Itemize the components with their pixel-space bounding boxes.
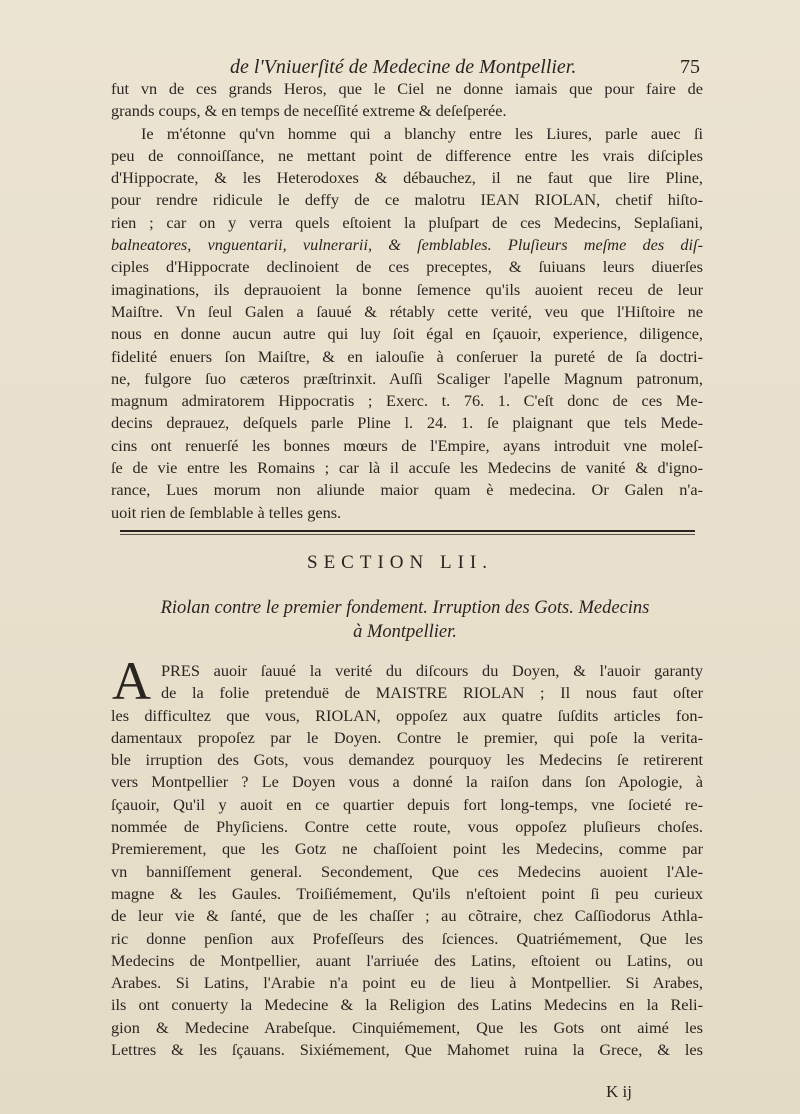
text-line: Lettres & les ſçauans. Sixiémement, Que Mahomet ruina la Grece, & les bbox=[111, 1040, 703, 1060]
text-line: Arabes. Si Latins, l'Arabie n'a point eu de lieu à Montpellier. Si Arabes, bbox=[111, 973, 703, 993]
text-line: balneatores, vnguentarii, vulnerarii, & ſemblables. Pluſieurs meſme des diſ- bbox=[111, 235, 703, 255]
text-line: Maiſtre. Vn ſeul Galen a ſauué & rétably cette verité, veu que l'Hiſtoire ne bbox=[111, 301, 703, 321]
text-line: pour rendre ridicule le deffy de ce malotru IEAN RIOLAN, chetif hiſto- bbox=[111, 190, 703, 210]
text-line: magnum admiratorem Hippocratis ; Exerc. t. 76. 1. C'eſt donc de ces Me- bbox=[111, 391, 703, 411]
subtitle-line: à Montpellier. bbox=[353, 622, 457, 642]
top-paragraphs bbox=[111, 78, 703, 524]
subtitle-line: Riolan contre le premier fondement. Irruption des Gots. Medecins bbox=[160, 598, 650, 618]
text-line: grands coups, & en temps de neceſſité extreme & deſeſperée. bbox=[111, 101, 507, 121]
running-title: de l'Vniuerſité de Medecine de Montpellier. bbox=[230, 56, 577, 78]
text-line: ne, fulgore ſuo cæteros præſtrinxit. Auſſi Scaliger l'apelle Magnum patronum, bbox=[111, 368, 703, 388]
text-line: Ie m'étonne qu'vn homme qui a blanchy entre les Liures, parle auec ſi bbox=[141, 123, 703, 143]
text-line: ric donne penſion aux Profeſſeurs des ſciences. Quatriémement, Que les bbox=[111, 928, 703, 948]
text-line: gion & Medecine Arabeſque. Cinquiémement, Que les Gots ont aimé les bbox=[111, 1017, 703, 1037]
text-line: rance, Lues morum non aliunde maior quam è medecina. Or Galen n'a- bbox=[111, 480, 703, 500]
text-line: damentaux propoſez par le Doyen. Contre le premier, qui poſe la verita- bbox=[111, 727, 703, 747]
section-rule bbox=[120, 530, 695, 532]
text-line: imaginations, ils deprauoient la bonne ſemence qu'ils auoient receu de leur bbox=[111, 279, 703, 299]
text-line: rien ; car on y verra quels eſtoient la pluſpart de ces Medecins, Seplaſiani, bbox=[111, 212, 703, 232]
text-line: PRES auoir ſauué la verité du diſcours du Doyen, & l'auoir garanty bbox=[161, 661, 703, 680]
text-line: nous en donne aucun autre qui luy ſoit égal en ſçauoir, experience, diligence, bbox=[111, 324, 703, 344]
text-line: ſe de vie entre les Romains ; car là il accuſe les Medecins de vanité & d'igno- bbox=[111, 458, 703, 478]
section-rule-thin bbox=[120, 534, 695, 535]
section-subtitle bbox=[110, 596, 700, 644]
text-line: de leur vie & ſanté, que de les chaſſer ; au cõtraire, chez Caſſiodorus Athla- bbox=[111, 906, 703, 926]
text-line: cins ont renuerſé les bonnes mœurs de l'Empire, ayans introduit vne moleſ- bbox=[111, 435, 703, 455]
text-line: de la folie pretenduë de MAISTRE RIOLAN ; Il nous faut oſter bbox=[161, 683, 703, 703]
text-line: fidelité enuers ſon Maiſtre, & en ialouſie à conſeruer la pureté de ſa doctri- bbox=[111, 346, 703, 366]
text-line: fut vn de ces grands Heros, que le Ciel ne donne iamais que pour faire de bbox=[111, 79, 703, 98]
running-header bbox=[110, 56, 700, 79]
text-line: d'Hippocrate, & les Heterodoxes & débauchez, il ne faut que lire Pline, bbox=[111, 168, 703, 188]
text-line: ble irruption des Gots, vous demandez pourquoy les Medecins ſe retirerent bbox=[111, 750, 703, 770]
text-line: ciples d'Hippocrate declinoient de ces preceptes, & ſuiuans leurs diuerſes bbox=[111, 257, 703, 277]
section-body bbox=[111, 660, 703, 1061]
text-line: ils ont conuerty la Medecine & la Religion des Latins Medecins en la Reli- bbox=[111, 995, 703, 1015]
page-number: 75 bbox=[680, 56, 700, 78]
text-line: uoit rien de ſemblable à telles gens. bbox=[111, 502, 342, 522]
text-line: peu de connoiſſance, ne mettant point de difference entre les vrais diſciples bbox=[111, 145, 703, 165]
text-line: Medecins de Montpellier, auant l'arriuée des Latins, eſtoient ou Latins, ou bbox=[111, 950, 703, 970]
text-line: ſçauoir, Qu'il y auoit en ce quartier depuis fort long-temps, vne ſocieté re- bbox=[111, 794, 703, 814]
text-line: magne & les Gaules. Troiſiémement, Qu'ils n'eſtoient point ſi peu curieux bbox=[111, 883, 703, 903]
text-line: les difficultez que vous, RIOLAN, oppoſez aux quatre ſuſdits articles fon- bbox=[111, 705, 703, 725]
text-line: vn banniſſement general. Secondement, Que ces Medecins auoient l'Ale- bbox=[111, 861, 703, 881]
section-heading: SECTION LII. bbox=[307, 552, 493, 573]
drop-capital: A bbox=[112, 651, 151, 711]
signature-mark: K ij bbox=[606, 1082, 632, 1101]
text-line: nommée de Phyſiciens. Contre cette route, vous oppoſez pluſieurs choſes. bbox=[111, 817, 703, 837]
text-line: vers Montpellier ? Le Doyen vous a donné la raiſon dans ſon Apologie, à bbox=[111, 772, 703, 792]
text-line: decins deprauez, deſquels parle Pline l. 24. 1. ſe plaignant que tels Mede- bbox=[111, 413, 703, 433]
text-line: Premierement, que les Gotz ne chaſſoient point les Medecins, comme par bbox=[111, 839, 703, 859]
